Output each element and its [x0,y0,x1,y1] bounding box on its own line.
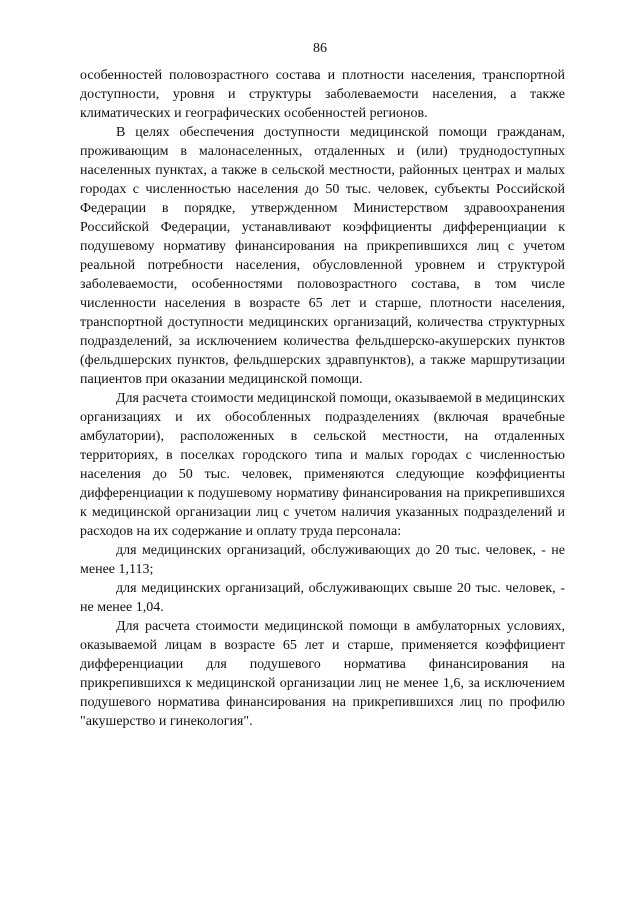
paragraph-accessibility: В целях обеспечения доступности медицинской помощи гражданам, проживающим в малонаселенных, отдаленных и (или) труднодоступных населенных пунктах, а также в сельской местности, районных центрах и малых городах с численностью населения до 50 тыс. человек, субъекты Российской Федерации в порядке, утвержденном Министерством здравоохранения Российской Федерации, устанавливают коэффициенты дифференциации к подушевому нормативу финансирования на прикрепившихся лиц с учетом реальной потребности населения, обусловленной уровнем и структурой заболеваемости, особенностями половозрастного состава, в том числе численности населения в возрасте 65 лет и старше, плотности населения, транспортной доступности медицинских организаций, количества структурных подразделений, за исключением количества фельдшерско-акушерских пунктов (фельдшерских пунктов, фельдшерских здравпунктов), а также маршрутизации пациентов при оказании медицинской помощи. [80,125,565,387]
paragraph-over-20k: для медицинских организаций, обслуживающих свыше 20 тыс. человек, - не менее 1,04. [80,581,565,615]
paragraph-elderly-coefficient: Для расчета стоимости медицинской помощи в амбулаторных условиях, оказываемой лицам в возрасте 65 лет и старше, применяется коэффициент дифференциации для подушевого норматива финансирования на прикрепившихся к медицинской организации лиц не менее 1,6, за исключением подушевого норматива финансирования на прикрепившихся лиц по профилю "акушерство и гинекология". [80,619,565,729]
page-number: 86 [313,41,327,56]
paragraph-continuation: особенностей половозрастного состава и плотности населения, транспортной доступности, уровня и структуры заболеваемости населения, а также климатических и географических особенностей регионов. [80,68,565,121]
paragraph-rural-coefficients: Для расчета стоимости медицинской помощи, оказываемой в медицинских организациях и их обособленных подразделениях (включая врачебные амбулатории), расположенных в сельской местности, на отдаленных территориях, в поселках городского типа и малых городах с численностью населения до 50 тыс. человек, применяются следующие коэффициенты дифференциации к подушевому нормативу финансирования на прикрепившихся к медицинской организации лиц с учетом наличия указанных подразделений и расходов на их содержание и оплату труда персонала: [80,391,565,539]
document-body [80,66,565,731]
paragraph-under-20k: для медицинских организаций, обслуживающих до 20 тыс. человек, - не менее 1,113; [80,543,565,577]
